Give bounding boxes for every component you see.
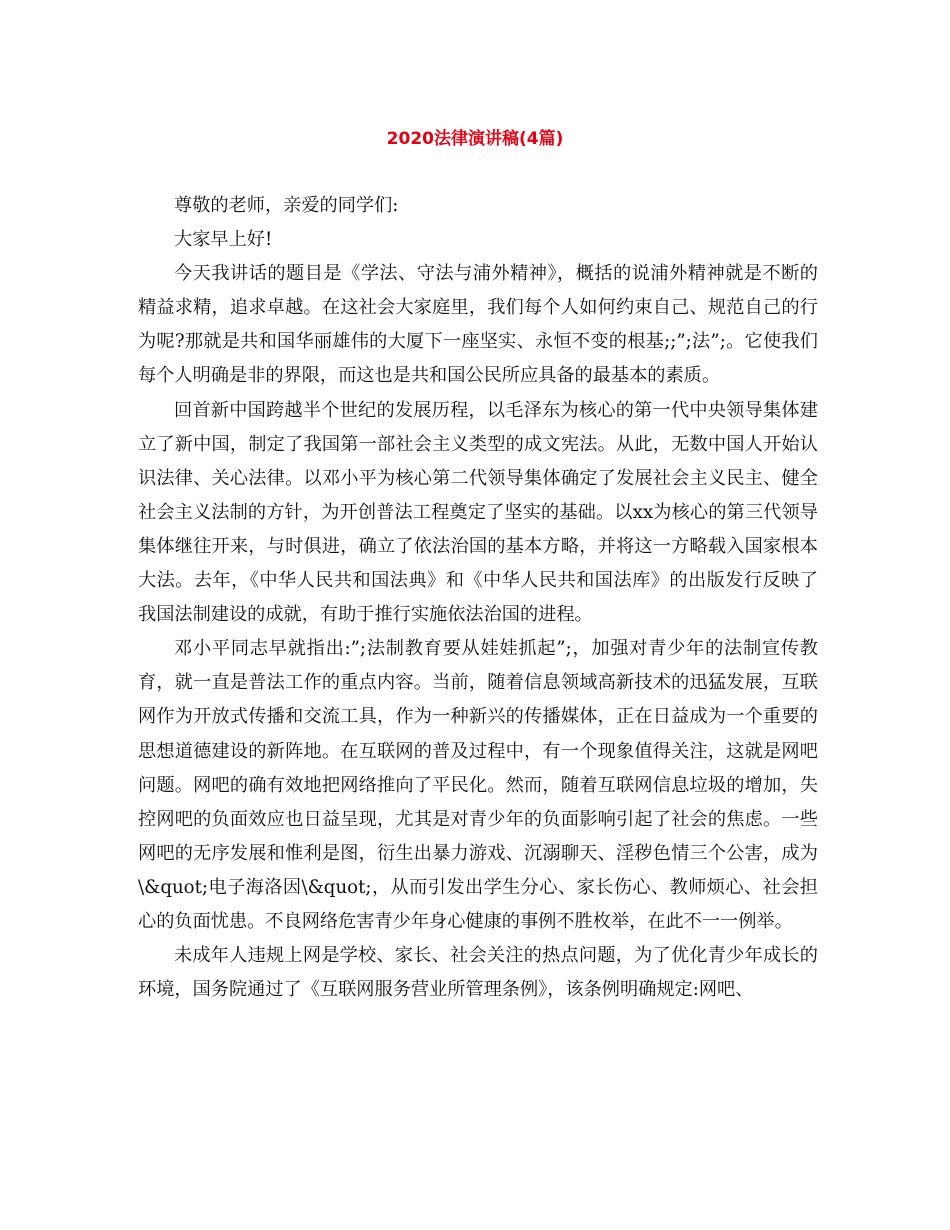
document-body (138, 189, 818, 1007)
paragraph-greeting: 大家早上好! (174, 229, 273, 251)
document-title: 2020法律演讲稿(4篇) (386, 129, 564, 149)
paragraph: 回首新中国跨越半个世纪的发展历程，以毛泽东为核心的第一代中央领导集体建立了新中国，制定了我国第一部社会主义类型的成文宪法。从此，无数中国人开始认识法律、关心法律。以邓小平为核心第二代领导集体确定了发展社会主义民主、健全社会主义法制的方针，为开创普法工程奠定了坚实的基础。以xx为核心的第三代领导集体继往开来，与时俱进，确立了依法治国的基本方略，并将这一方略载入国家根本大法。去年，《中华人民共和国法典》和《中华人民共和国法库》的出版发行反映了我国法制建设的成就，有助于推行实施依法治国的进程。 (138, 399, 818, 626)
paragraph: 未成年人违规上网是学校、家长、社会关注的热点问题，为了优化青少年成长的环境，国务院通过了《互联网服务营业所管理条例》，该条例明确规定:网吧、 (138, 945, 818, 1001)
paragraph-salutation: 尊敬的老师，亲爱的同学们: (174, 195, 399, 216)
paragraph: 今天我讲话的题目是《学法、守法与浦外精神》，概括的说浦外精神就是不断的精益求精，追求卓越。在这社会大家庭里，我们每个人如何约束自己、规范自己的行为呢?那就是共和国华丽雄伟的大厦下一座坚实、永恒不变的根基;;”;法”;。它使我们每个人明确是非的界限，而这也是共和国公民所应具备的最基本的素质。 (138, 263, 818, 387)
paragraph: 邓小平同志早就指出:”;法制教育要从娃娃抓起”;，加强对青少年的法制宣传教育，就一直是普法工作的重点内容。当前，随着信息领域高新技术的迅猛发展，互联网作为开放式传播和交流工具，作为一种新兴的传播媒体，正在日益成为一个重要的思想道德建设的新阵地。在互联网的普及过程中，有一个现象值得关注，这就是网吧问题。网吧的确有效地把网络推向了平民化。然而，随着互联网信息垃圾的增加，失控网吧的负面效应也日益呈现，尤其是对青少年的负面影响引起了社会的焦虑。一些网吧的无序发展和惟利是图，衍生出暴力游戏、沉溺聊天、淫秽色情三个公害，成为\&quot;电子海洛因\&quot;，从而引发出学生分心、家长伤心、教师烦心、社会担心的负面忧患。不良网络危害青少年身心健康的事例不胜枚举，在此不一一例举。 (138, 638, 818, 932)
